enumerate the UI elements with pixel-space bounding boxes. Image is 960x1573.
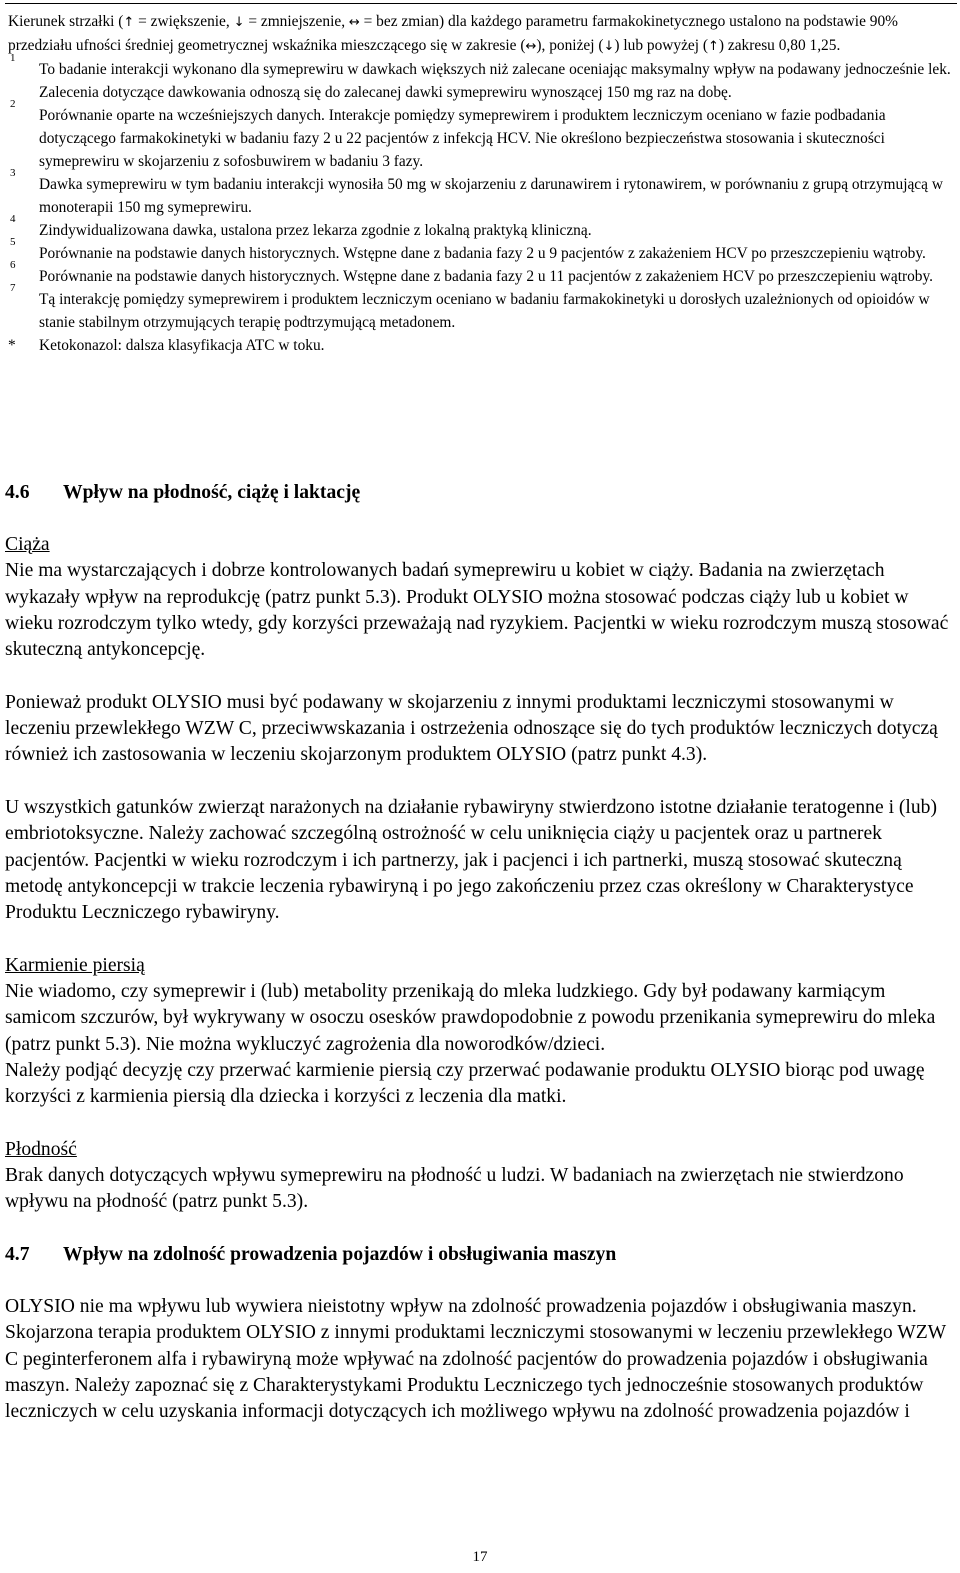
subheading-pregnancy: Ciąża bbox=[5, 534, 50, 555]
top-divider bbox=[5, 3, 957, 4]
paragraph: Ponieważ produkt OLYSIO musi być podawany w skojarzeniu z innymi produktami leczniczymi stosowanymi w leczeniu przewlekłego WZW C, przeciwwskazania i ostrzeżenia odnoszące się do tych produktów leczniczych dotyczą również ich zastosowania w leczeniu skojarzonym produktem OLYSIO (patrz punkt 4.3). bbox=[5, 691, 938, 766]
legend-text: ), poniżej ( bbox=[536, 37, 604, 54]
arrow-up-icon: ↑ bbox=[123, 15, 135, 30]
footnote-text: Ketokonazol: dalsza klasyfikacja ATC w toku. bbox=[39, 337, 325, 354]
footnote-4 bbox=[8, 213, 953, 242]
footnote-marker: 1 bbox=[10, 52, 16, 64]
footnote-text: To badanie interakcji wykonano dla symeprewiru w dawkach większych niż zalecane oceniając maksymalny wpływ na podawany jednocześnie lek. Zalecenia dotyczące dawkowania odnoszą się do zalecanej dawki symeprewiru wynoszącej 150 mg raz na dobę. bbox=[39, 61, 951, 101]
footnote-3 bbox=[8, 167, 953, 219]
footnote-text: Porównanie na podstawie danych historycznych. Wstępne dane z badania fazy 2 u 11 pacjentów z zakażeniem HCV po przeszczepieniu wątroby. bbox=[39, 268, 934, 285]
subheading-breastfeeding: Karmienie piersią bbox=[5, 954, 145, 976]
footnote-asterisk bbox=[8, 334, 953, 357]
legend-text: ) zakresu 0,80 1,25. bbox=[718, 37, 841, 54]
footnote-2 bbox=[8, 98, 953, 173]
footnote-marker: 2 bbox=[10, 98, 16, 110]
legend-text: = zwiększenie, bbox=[134, 13, 234, 30]
paragraph: Nie wiadomo, czy symeprewir i (lub) metabolity przenikają do mleka ludzkiego. Gdy był podawany karmiącym samicom szczurów, był wykrywany w osoczu osesków prawdopodobnie z powodu przenikania symeprewiru do mleka (patrz punkt 5.3). Nie można wykluczyć zagrożenia dla noworodków/dzieci. bbox=[5, 981, 936, 1055]
footnote-marker: 3 bbox=[10, 167, 16, 179]
section-number: 4.7 bbox=[5, 1244, 30, 1266]
main-content bbox=[5, 480, 953, 1426]
legend-text: ) lub powyżej ( bbox=[614, 37, 708, 54]
page-number: 17 bbox=[472, 1549, 488, 1565]
arrow-both-icon: ↔ bbox=[525, 39, 537, 54]
footnote-marker: 4 bbox=[10, 213, 16, 225]
paragraph: U wszystkich gatunków zwierząt narażonych na działanie rybawiryny stwierdzono istotne działanie teratogenne i (lub) embriotoksyczne. Należy zachować szczególną ostrożność w celu uniknięcia ciąży u pacjentek oraz u partnerek pacjentów. Pacjentki w wieku rozrodczym i ich partnerzy, jak i pacjenci i ich partnerki, muszą stosować skuteczną metodę antykoncepcji w trakcie leczenia rybawiryną i po jego zakończeniu przez czas określony w Charakterystyce Produktu Leczniczego rybawiryny. bbox=[5, 796, 937, 924]
table-footnotes bbox=[8, 10, 953, 357]
arrow-both-icon: ↔ bbox=[348, 15, 360, 30]
footnote-5 bbox=[8, 236, 953, 265]
arrow-down-icon: ↓ bbox=[233, 15, 245, 30]
footnote-text: Porównanie oparte na wcześniejszych danych. Interakcje pomiędzy symeprewirem i produktem leczniczym oceniano w fazie podbadania dotyczącego farmakokinetyki w badaniu fazy 2 u 22 pacjentów z infekcją HCV. Nie określono bezpieczeństwa stosowania i skuteczności symeprewiru w skojarzeniu z sofosbuwirem w badaniu 3 fazy. bbox=[39, 107, 886, 170]
footnote-text: Tą interakcję pomiędzy symeprewirem i produktem leczniczym oceniano w badaniu farmakokinetyki u dorosłych uzależnionych od opioidów w stanie stabilnym otrzymujących terapię podtrzymującą metadonem. bbox=[39, 291, 930, 331]
section-number: 4.6 bbox=[5, 482, 30, 503]
footnote-text: Porównanie na podstawie danych historycznych. Wstępne dane z badania fazy 2 u 9 pacjentów z zakażeniem HCV po przeszczepieniu wątroby. bbox=[39, 245, 926, 262]
legend-text: = bez zmian) dla każdego parametru farmakokinetycznego ustalono na podstawie 90% przedziału ufności średniej geometrycznej wskaźnika mieszczącego się w zakresie ( bbox=[8, 13, 898, 54]
section-heading-4-7 bbox=[5, 1242, 953, 1268]
arrow-legend bbox=[8, 10, 953, 58]
arrow-up-icon: ↑ bbox=[708, 39, 719, 54]
section-heading-4-6 bbox=[5, 480, 953, 506]
footnote-marker: 6 bbox=[10, 259, 16, 271]
footnote-7 bbox=[8, 282, 953, 334]
footnote-6 bbox=[8, 259, 953, 288]
footnote-text: Dawka symeprewiru w tym badaniu interakcji wynosiła 50 mg w skojarzeniu z darunawirem i rytonawirem, w porównaniu z grupą otrzymującą w monoterapii 150 mg symeprewiru. bbox=[39, 176, 943, 216]
legend-text: Kierunek strzałki ( bbox=[8, 13, 124, 30]
paragraph: Nie ma wystarczających i dobrze kontrolowanych badań symeprewiru u kobiet w ciąży. Badania na zwierzętach wykazały wpływ na reprodukcję (patrz punkt 5.3). Produkt OLYSIO można stosować podczas ciąży lub u kobiet w wieku rozrodczym tylko wtedy, gdy korzyści przeważają nad ryzykiem. Pacjentki w wieku rozrodczym muszą stosować skuteczną antykoncepcję. bbox=[5, 560, 949, 661]
footnote-text: Zindywidualizowana dawka, ustalona przez lekarza zgodnie z lokalną praktyką kliniczną. bbox=[39, 222, 592, 239]
paragraph: Brak danych dotyczących wpływu symeprewiru na płodność u ludzi. W badaniach na zwierzętach nie stwierdzono wpływu na płodność (patrz punkt 5.3). bbox=[5, 1165, 904, 1213]
footnote-marker: 7 bbox=[10, 282, 16, 294]
footnote-marker: 5 bbox=[10, 236, 16, 248]
section-title: Wpływ na zdolność prowadzenia pojazdów i obsługiwania maszyn bbox=[63, 1244, 617, 1266]
section-title: Wpływ na płodność, ciążę i laktację bbox=[63, 482, 361, 503]
paragraph: OLYSIO nie ma wpływu lub wywiera nieistotny wpływ na zdolność prowadzenia pojazdów i obsługiwania maszyn. Skojarzona terapia produktem OLYSIO z innymi produktami leczniczymi stosowanymi w leczeniu przewlekłego WZW C peginterferonem alfa i rybawiryną może wpływać na zdolność pacjentów do prowadzenia pojazdów i obsługiwania maszyn. Należy zapoznać się z Charakterystykami Produktu Leczniczego tych jednocześnie stosowanych produktów leczniczych w celu uzyskania informacji dotyczących ich możliwego wpływu na zdolność prowadzenia pojazdów i bbox=[5, 1296, 946, 1423]
legend-text: = zmniejszenie, bbox=[244, 13, 349, 30]
arrow-down-icon: ↓ bbox=[603, 39, 615, 54]
footnote-1 bbox=[8, 52, 953, 104]
paragraph: Należy podjąć decyzję czy przerwać karmienie piersią czy przerwać podawanie produktu OLYSIO biorąc pod uwagę korzyści z karmienia piersią dla dziecka i korzyści z leczenia dla matki. bbox=[5, 1059, 925, 1108]
subheading-fertility: Płodność bbox=[5, 1138, 77, 1160]
footnote-marker: * bbox=[8, 337, 16, 354]
